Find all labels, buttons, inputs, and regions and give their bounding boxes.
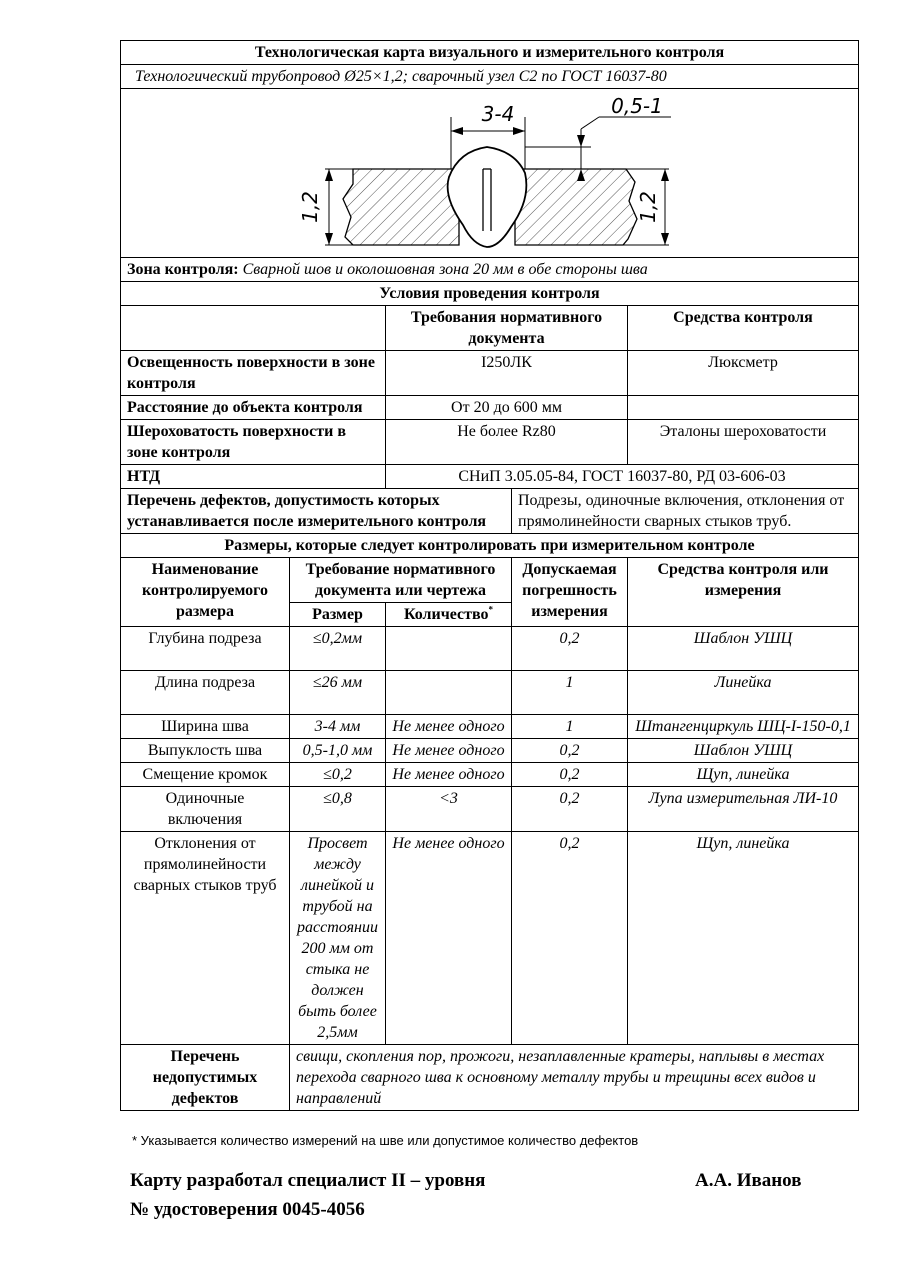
condition-means: Люксметр <box>628 351 859 396</box>
size-error: 0,2 <box>512 832 628 1045</box>
sizes-col-name: Наименование контролируемого размера <box>121 558 290 627</box>
conditions-row <box>121 420 859 465</box>
size-quantity: Не менее одного <box>386 832 512 1045</box>
size-quantity: Не менее одного <box>386 763 512 787</box>
size-row <box>121 763 859 787</box>
size-value: ≤0,8 <box>290 787 386 832</box>
size-name: Глубина подреза <box>121 627 290 671</box>
condition-name: Освещенность поверхности в зоне контроля <box>121 351 386 396</box>
condition-requirement: Не более Rz80 <box>386 420 628 465</box>
control-zone-row <box>121 258 859 282</box>
size-means: Шаблон УШЦ <box>628 627 859 671</box>
condition-requirement: I250ЛК <box>386 351 628 396</box>
size-row <box>121 671 859 715</box>
conditions-row <box>121 351 859 396</box>
sizes-col-means: Средства контроля или измерения <box>628 558 859 627</box>
size-quantity: <3 <box>386 787 512 832</box>
size-name: Длина подреза <box>121 671 290 715</box>
conditions-heading: Условия проведения контроля <box>121 282 859 306</box>
control-zone-value: Сварной шов и околошовная зона 20 мм в обе стороны шва <box>242 261 648 278</box>
developer-line: Карту разработал специалист II – уровня <box>130 1170 486 1191</box>
condition-requirement: От 20 до 600 мм <box>386 396 628 420</box>
defects-list-row <box>121 489 859 534</box>
sizes-col-requirement: Требование нормативного документа или чертежа <box>290 558 512 603</box>
forbidden-defects-row <box>121 1045 859 1111</box>
size-error: 0,2 <box>512 763 628 787</box>
size-value: Просвет между линейкой и трубой на расстоянии 200 мм от стыка не должен быть более 2,5мм <box>290 832 386 1045</box>
weld-drawing-cell <box>121 89 859 258</box>
size-name: Смещение кромок <box>121 763 290 787</box>
size-means: Щуп, линейка <box>628 832 859 1045</box>
right-pipe-wall <box>515 169 637 245</box>
dim-right-thickness-label: 1,2 <box>636 191 660 223</box>
card-subtitle: Технологический трубопровод Ø25×1,2; сварочный узел С2 по ГОСТ 16037-80 <box>121 65 859 89</box>
size-value: 3-4 мм <box>290 715 386 739</box>
forbidden-defects-label: Перечень недопустимых дефектов <box>121 1045 290 1111</box>
ntd-row <box>121 465 859 489</box>
size-row <box>121 715 859 739</box>
size-row <box>121 787 859 832</box>
size-means: Лупа измерительная ЛИ-10 <box>628 787 859 832</box>
conditions-header-blank <box>121 306 386 351</box>
size-error: 0,2 <box>512 627 628 671</box>
size-name: Отклонения от прямолинейности сварных стыков труб <box>121 832 290 1045</box>
card-title: Технологическая карта визуального и измерительного контроля <box>121 41 859 65</box>
weld-joint-drawing <box>121 89 857 257</box>
ntd-value: СНиП 3.05.05-84, ГОСТ 16037-80, РД 03-606-03 <box>386 465 859 489</box>
condition-means <box>628 396 859 420</box>
size-quantity: Не менее одного <box>386 739 512 763</box>
sizes-heading: Размеры, которые следует контролировать при измерительном контроле <box>121 534 859 558</box>
ntd-label: НТД <box>121 465 386 489</box>
forbidden-defects-value: свищи, скопления пор, прожоги, незаплавленные кратеры, наплывы в местах перехода сварного шва к основному металлу трубы и трещины всех видов и направлений <box>290 1045 859 1111</box>
size-error: 0,2 <box>512 739 628 763</box>
sizes-col-size: Размер <box>290 603 386 627</box>
size-value: ≤0,2 <box>290 763 386 787</box>
size-error: 0,2 <box>512 787 628 832</box>
size-means: Шаблон УШЦ <box>628 739 859 763</box>
sizes-col-quantity-label: Количество <box>403 606 489 623</box>
sizes-header-row <box>121 558 859 603</box>
conditions-col-requirements: Требования нормативного документа <box>386 306 628 351</box>
footnote: * Указывается количество измерений на шве или допустимое количество дефектов <box>132 1133 639 1148</box>
condition-name: Шероховатость поверхности в зоне контроля <box>121 420 386 465</box>
technological-card <box>120 40 858 1111</box>
sizes-col-quantity-mark: * <box>488 604 494 615</box>
size-quantity <box>386 627 512 671</box>
size-error: 1 <box>512 671 628 715</box>
certificate-number: № удостоверения 0045-4056 <box>130 1199 365 1220</box>
size-name: Ширина шва <box>121 715 290 739</box>
dim-left-thickness-label: 1,2 <box>298 191 322 223</box>
size-row <box>121 627 859 671</box>
size-value: ≤26 мм <box>290 671 386 715</box>
size-means: Штангенциркуль ШЦ-I-150-0,1 <box>628 715 859 739</box>
dim-bulge-label: 0,5-1 <box>611 94 663 118</box>
size-value: ≤0,2мм <box>290 627 386 671</box>
defects-list-value: Подрезы, одиночные включения, отклонения от прямолинейности сварных стыков труб. <box>512 489 859 534</box>
size-quantity: Не менее одного <box>386 715 512 739</box>
size-row <box>121 832 859 1045</box>
size-means: Линейка <box>628 671 859 715</box>
defects-list-label: Перечень дефектов, допустимость которых устанавливается после измерительного контроля <box>121 489 512 534</box>
dim-width-label: 3-4 <box>481 102 515 126</box>
sizes-col-error: Допускаемая погрешность измерения <box>512 558 628 627</box>
size-means: Щуп, линейка <box>628 763 859 787</box>
size-row <box>121 739 859 763</box>
conditions-row <box>121 396 859 420</box>
condition-name: Расстояние до объекта контроля <box>121 396 386 420</box>
size-value: 0,5-1,0 мм <box>290 739 386 763</box>
size-name: Выпуклость шва <box>121 739 290 763</box>
size-error: 1 <box>512 715 628 739</box>
size-name: Одиночные включения <box>121 787 290 832</box>
conditions-col-means: Средства контроля <box>628 306 859 351</box>
left-pipe-wall <box>343 169 459 245</box>
control-zone-label: Зона контроля: <box>127 261 239 278</box>
sizes-col-quantity <box>386 603 512 627</box>
card-table <box>120 40 859 1111</box>
condition-means: Эталоны шероховатости <box>628 420 859 465</box>
size-quantity <box>386 671 512 715</box>
developer-name: А.А. Иванов <box>695 1170 802 1191</box>
